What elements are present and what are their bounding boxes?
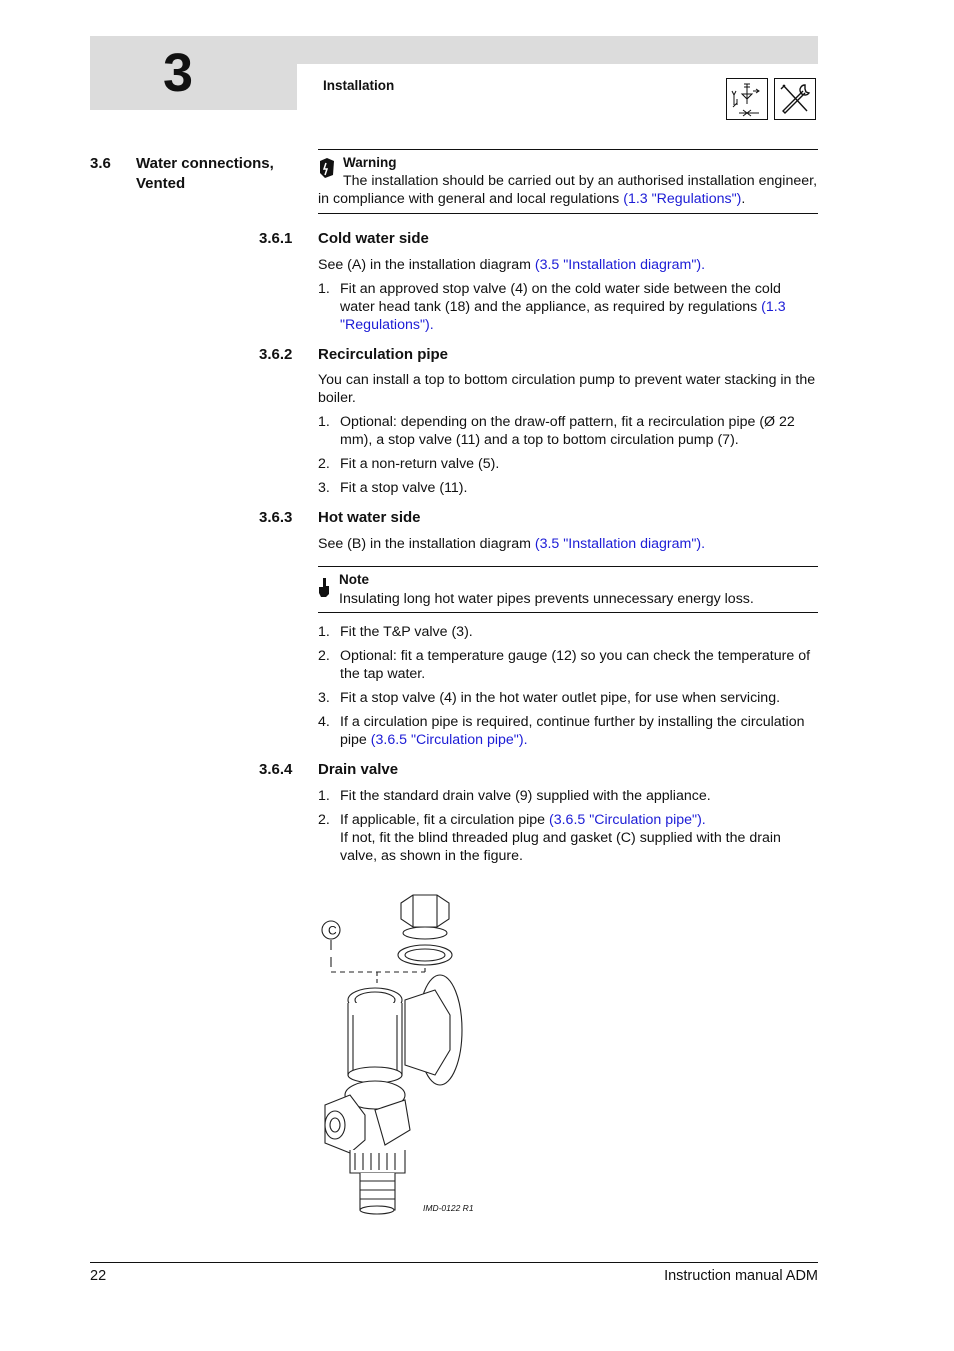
circulation-pipe-link[interactable]: (3.6.5 "Circulation pipe"). — [549, 812, 706, 828]
list-item — [318, 623, 818, 641]
list-number: 1. — [318, 281, 330, 297]
list-text: Optional: depending on the draw-off pattern, fit a recirculation pipe (Ø 22 mm), a stop valve (11) and a top to bottom circulation pump (7). — [340, 414, 795, 448]
list-number: 2. — [318, 812, 330, 828]
list-text: Fit a stop valve (11). — [340, 480, 468, 496]
warning-text — [318, 172, 818, 208]
warning-title: Warning — [343, 155, 397, 170]
warning-bottom-rule — [318, 213, 818, 214]
drain-valve-figure — [315, 885, 485, 1220]
subsection-title: Drain valve — [318, 761, 399, 778]
subsection-number: 3.6.2 — [259, 346, 293, 363]
paragraph: You can install a top to bottom circulation pump to prevent water stacking in the boiler. — [318, 372, 816, 406]
regulations-link[interactable]: (1.3 "Regulations") — [623, 191, 742, 207]
list-text: Fit a non-return valve (5). — [340, 456, 500, 472]
installer-symbol-icon — [726, 78, 768, 120]
subsection-number: 3.6.1 — [259, 230, 293, 247]
list-number: 2. — [318, 648, 330, 664]
step-text: Fit an approved stop valve (4) on the cold water side between the cold water head tank (18) and the appliance, as required by regulations — [340, 281, 781, 315]
list-number: 1. — [318, 414, 330, 430]
installation-diagram-link[interactable]: (3.5 "Installation diagram"). — [534, 536, 706, 552]
tools-icon — [774, 78, 816, 120]
list-text — [340, 811, 818, 865]
list-item — [318, 280, 818, 334]
list-item — [318, 713, 818, 749]
paragraph — [318, 256, 818, 274]
note-hand-icon — [318, 577, 332, 601]
step-text: If not, fit the blind threaded plug and gasket (C) supplied with the drain valve, as shown in the figure. — [340, 830, 781, 864]
list-text — [340, 713, 818, 749]
list-number: 1. — [318, 624, 330, 640]
list-number: 4. — [318, 714, 330, 730]
note-top-rule — [318, 566, 818, 567]
list-number: 2. — [318, 456, 330, 472]
list-item — [318, 787, 818, 805]
figure-callout-c: C — [328, 923, 337, 938]
page-number: 22 — [90, 1268, 107, 1284]
subsection-title: Recirculation pipe — [318, 346, 449, 363]
circulation-pipe-link[interactable]: (3.6.5 "Circulation pipe"). — [370, 732, 528, 748]
section-number: 3.6 — [90, 155, 111, 172]
regulations-link[interactable]: (1.3 "Regulations"). — [340, 299, 786, 333]
subsection-number: 3.6.3 — [259, 509, 293, 526]
step-text: If applicable, fit a circulation pipe — [340, 812, 549, 828]
list-item — [318, 413, 818, 449]
intro-text: See (A) in the installation diagram — [318, 257, 535, 273]
note-title: Note — [339, 572, 369, 587]
intro-text: See (B) in the installation diagram — [318, 536, 535, 552]
list-item — [318, 689, 818, 707]
list-number: 1. — [318, 788, 330, 804]
figure-caption: IMD-0122 R1 — [423, 1203, 474, 1213]
step-text: If a circulation pipe is required, continue further by installing the circulation pipe — [340, 714, 805, 748]
note-bottom-rule — [318, 612, 818, 613]
chapter-title: Installation — [323, 78, 395, 93]
list-text: Fit the standard drain valve (9) supplied with the appliance. — [340, 788, 711, 804]
subsection-title: Hot water side — [318, 509, 421, 526]
paragraph — [318, 535, 818, 553]
warning-top-rule — [318, 149, 818, 150]
list-text — [340, 280, 818, 334]
warning-end: . — [741, 191, 746, 207]
section-title-line2: Vented — [136, 175, 186, 192]
footer-rule — [90, 1262, 818, 1263]
installation-diagram-link[interactable]: (3.5 "Installation diagram"). — [534, 257, 706, 273]
section-title — [136, 154, 274, 194]
section-title-line1: Water connections, — [136, 155, 274, 172]
list-text: Fit a stop valve (4) in the hot water outlet pipe, for use when servicing. — [340, 690, 781, 706]
list-text: Fit the T&P valve (3). — [340, 624, 473, 640]
list-number: 3. — [318, 690, 330, 706]
chapter-number: 3 — [162, 43, 194, 103]
document-title: Instruction manual ADM — [664, 1268, 818, 1284]
list-number: 3. — [318, 480, 330, 496]
list-item — [318, 811, 818, 865]
list-item — [318, 479, 818, 497]
list-text: Optional: fit a temperature gauge (12) so you can check the temperature of the tap water. — [340, 648, 811, 682]
list-item — [318, 455, 818, 473]
note-text: Insulating long hot water pipes prevents unnecessary energy loss. — [339, 591, 754, 607]
subsection-title: Cold water side — [318, 230, 429, 247]
subsection-number: 3.6.4 — [259, 761, 293, 778]
warning-body: The installation should be carried out by an authorised installation engineer, in compliance with general and local regulations — [318, 173, 818, 207]
list-item — [318, 647, 818, 683]
